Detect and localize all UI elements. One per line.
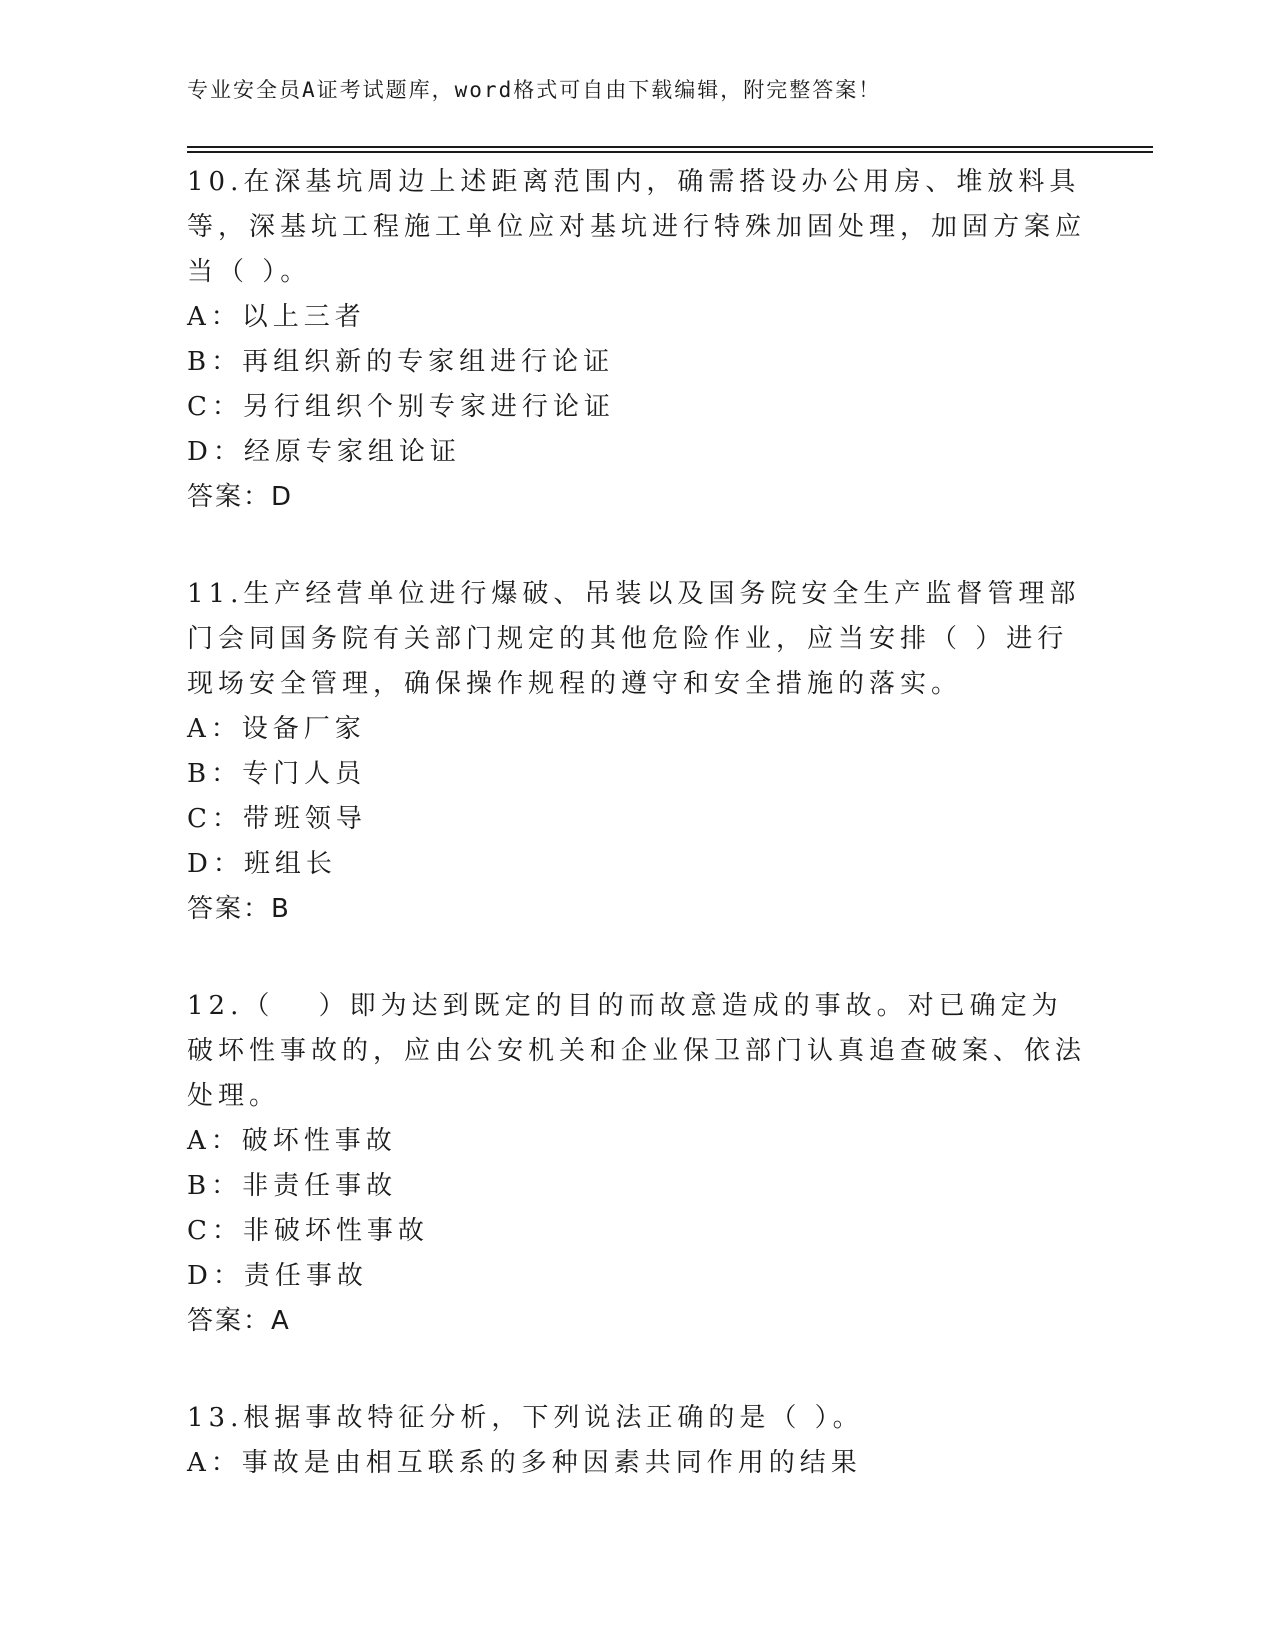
option-a: A：以上三者: [187, 302, 366, 332]
question-10: [187, 160, 1087, 520]
question-text: 11.生产经营单位进行爆破、吊装以及国务院安全生产监督管理部门会同国务院有关部门规定的其他危险作业，应当安排（ ）进行现场安全管理，确保操作规程的遵守和安全措施的落实。: [187, 579, 1081, 699]
option-a: A：设备厂家: [187, 714, 366, 744]
option-a: A：破坏性事故: [187, 1126, 397, 1156]
header-rule-top: [187, 146, 1153, 148]
option-b: B：非责任事故: [187, 1171, 398, 1201]
option-c: C：带班领导: [187, 804, 367, 834]
option-b: B：再组织新的专家组进行论证: [187, 347, 615, 377]
option-b: B：专门人员: [187, 759, 367, 789]
option-d: D：经原专家组论证: [187, 437, 461, 467]
option-c: C：非破坏性事故: [187, 1216, 429, 1246]
question-list: [187, 160, 1087, 1538]
answer: 答案：B: [187, 894, 291, 924]
option-d: D：班组长: [187, 849, 337, 879]
header-rule-bottom: [187, 151, 1153, 153]
option-c: C：另行组织个别专家进行论证: [187, 392, 615, 422]
question-text: 13.根据事故特征分析，下列说法正确的是（ ）。: [187, 1403, 864, 1433]
question-text: 12.（ ）即为达到既定的目的而故意造成的事故。对已确定为破坏性事故的，应由公安机关和企业保卫部门认真追查破案、依法处理。: [187, 991, 1087, 1111]
question-11: [187, 572, 1087, 932]
answer: 答案：D: [187, 482, 294, 512]
answer: 答案：A: [187, 1306, 291, 1336]
option-a: A：事故是由相互联系的多种因素共同作用的结果: [187, 1448, 862, 1478]
question-12: [187, 984, 1087, 1344]
page-header: 专业安全员A证考试题库，word格式可自由下载编辑，附完整答案！: [187, 78, 882, 102]
question-text: 10.在深基坑周边上述距离范围内，确需搭设办公用房、堆放料具等，深基坑工程施工单位应对基坑进行特殊加固处理，加固方案应当（ ）。: [187, 167, 1087, 287]
option-d: D：责任事故: [187, 1261, 368, 1291]
question-13: [187, 1396, 1087, 1486]
